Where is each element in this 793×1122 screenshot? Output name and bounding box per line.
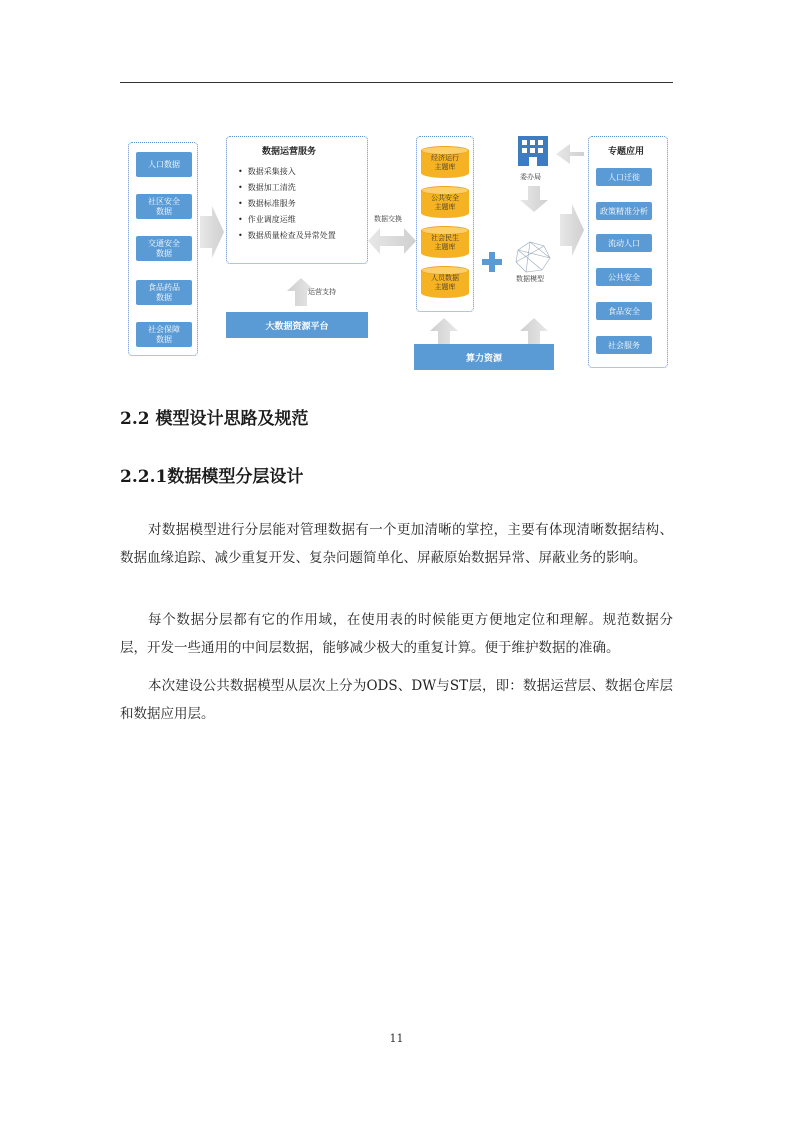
app-food-safety: 食品安全 (596, 302, 652, 320)
arrow-sources-to-services (200, 206, 224, 258)
source-population-data: 人口数据 (136, 152, 192, 177)
services-list (238, 164, 336, 244)
service-item: • 数据标准服务 (238, 196, 336, 212)
library-personnel: 人员数据 主题库 (421, 266, 469, 302)
library-public-safety: 公共安全 主题库 (421, 186, 469, 222)
services-title: 数据运营服务 (262, 147, 317, 157)
data-exchange-label: 数据交换 (374, 215, 402, 223)
arrow-compute-model (520, 318, 548, 346)
library-economy: 经济运行 主题库 (421, 146, 469, 182)
service-item: • 作业调度运维 (238, 212, 336, 228)
arrow-to-apps (560, 204, 584, 256)
source-food-drug-data: 食品药品 数据 (136, 280, 192, 305)
source-traffic-safety-data: 交通安全 数据 (136, 236, 192, 261)
architecture-diagram (124, 128, 672, 376)
arrow-compute-up (430, 318, 458, 346)
arrow-apps-office (556, 144, 584, 164)
source-community-safety-data: 社区安全 数据 (136, 194, 192, 219)
arrow-office-down (520, 186, 548, 212)
paragraph-1: 对数据模型进行分层能对管理数据有一个更加清晰的掌控，主要有体现清晰数据结构、数据血缘追踪、减少重复开发、复杂问题简单化、屏蔽原始数据异常、屏蔽业务的影响。 (120, 522, 673, 566)
office-label: 委办局 (520, 173, 541, 181)
app-social-service: 社会服务 (596, 336, 652, 354)
app-public-safety: 公共安全 (596, 268, 652, 286)
app-population-migration: 人口迁徙 (596, 168, 652, 186)
service-item: • 数据加工清洗 (238, 180, 336, 196)
data-model-label: 数据模型 (516, 275, 544, 283)
ops-support-label: 运营支持 (308, 288, 336, 296)
subsection-heading: 2.2.1数据模型分层设计 (120, 467, 304, 487)
library-livelihood: 社会民生 主题库 (421, 226, 469, 262)
header-rule (120, 82, 673, 83)
source-social-security-data: 社会保障 数据 (136, 322, 192, 347)
paragraph-2: 每个数据分层都有它的作用域，在使用表的时候能更方便地定位和理解。规范数据分层，开发一些通用的中间层数据，能够减少极大的重复计算。便于维护数据的准确。 (120, 612, 673, 656)
network-model-icon (516, 242, 550, 272)
bigdata-platform-bar: 大数据资源平台 (226, 312, 368, 338)
page-number: 11 (389, 1032, 404, 1045)
arrow-exchange (368, 228, 416, 254)
building-icon (518, 136, 548, 166)
app-floating-population: 流动人口 (596, 234, 652, 252)
plus-sign-v (489, 252, 495, 272)
service-item: • 数据采集接入 (238, 164, 336, 180)
app-policy-analysis: 政策精准分析 (596, 202, 652, 220)
section-heading: 2.2 模型设计思路及规范 (120, 409, 309, 429)
compute-resources-bar: 算力资源 (414, 344, 554, 370)
apps-title: 专题应用 (608, 147, 645, 157)
paragraph-3: 本次建设公共数据模型从层次上分为ODS、DW与ST层，即：数据运营层、数据仓库层和数据应用层。 (120, 678, 673, 722)
service-item: • 数据质量检查及异常处置 (238, 228, 336, 244)
